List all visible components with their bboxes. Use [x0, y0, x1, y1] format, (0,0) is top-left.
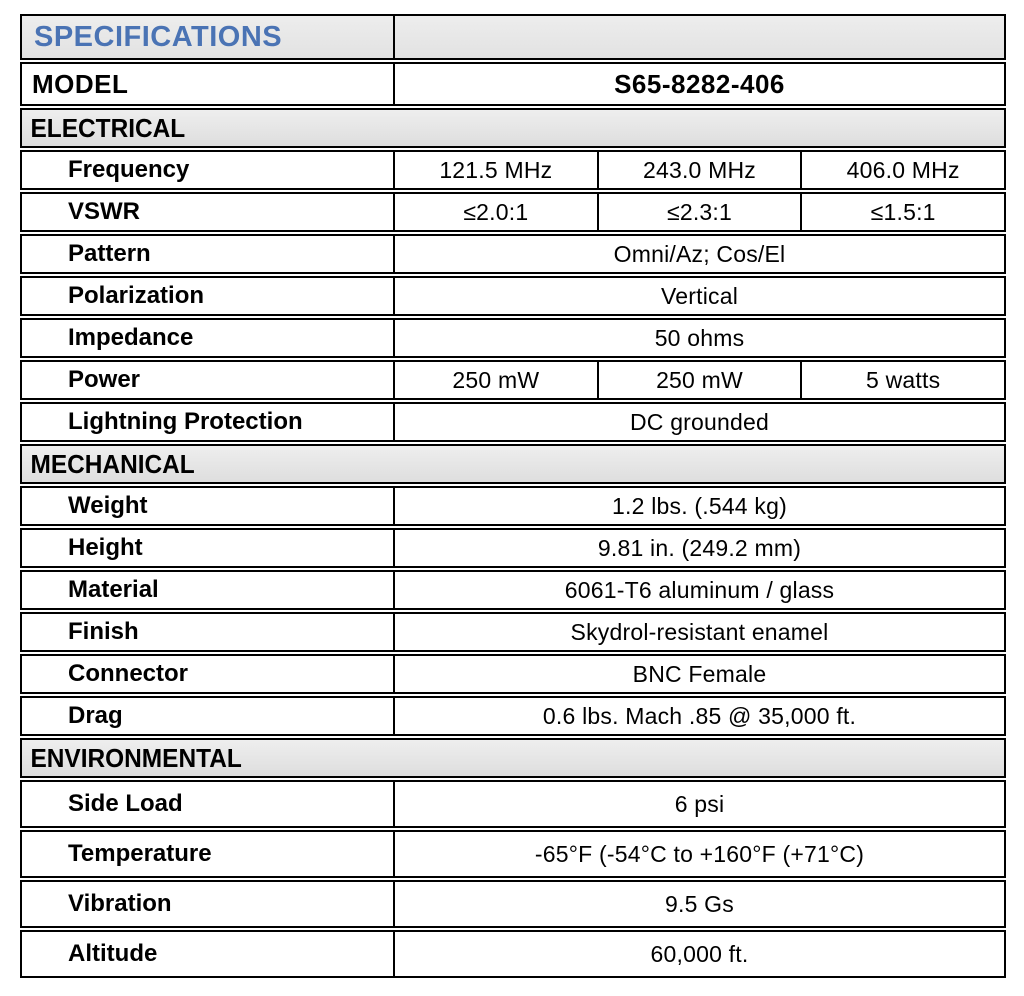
spec-row-vibration: [20, 880, 1006, 928]
row-value: 1.2 lbs. (.544 kg): [393, 488, 1004, 524]
section-header-environmental: [20, 738, 1006, 778]
row-value: 243.0 MHz: [597, 152, 801, 188]
row-value: Vertical: [393, 278, 1004, 314]
row-value: 5 watts: [800, 362, 1004, 398]
spec-row-finish: [20, 612, 1006, 652]
spec-row-polarization: [20, 276, 1006, 316]
model-label: MODEL: [32, 68, 129, 99]
row-value: 121.5 MHz: [393, 152, 597, 188]
specifications-table: [20, 14, 1006, 978]
model-value: S65-8282-406: [393, 64, 1004, 104]
row-value: -65°F (-54°C to +160°F (+71°C): [393, 832, 1004, 876]
spec-row-power: [20, 360, 1006, 400]
row-label: Connector: [68, 660, 188, 687]
row-value: 9.5 Gs: [393, 882, 1004, 926]
section-title: ELECTRICAL: [30, 112, 186, 143]
spec-row-frequency: [20, 150, 1006, 190]
row-label: Polarization: [68, 282, 205, 309]
row-label: Power: [68, 366, 141, 393]
spec-row-impedance: [20, 318, 1006, 358]
row-value: 250 mW: [393, 362, 597, 398]
row-value: Skydrol-resistant enamel: [393, 614, 1004, 650]
specifications-header-empty-cell: [393, 16, 1004, 58]
spec-row-height: [20, 528, 1006, 568]
row-value: 50 ohms: [393, 320, 1004, 356]
row-label: Height: [68, 534, 143, 561]
spec-row-connector: [20, 654, 1006, 694]
spec-row-weight: [20, 486, 1006, 526]
row-value: 6 psi: [393, 782, 1004, 826]
row-label: Side Load: [68, 790, 183, 817]
row-label: Material: [68, 576, 159, 603]
specifications-header-row: [20, 14, 1006, 60]
row-value: ≤1.5:1: [800, 194, 1004, 230]
row-value: BNC Female: [393, 656, 1004, 692]
specifications-title-cell: [22, 16, 393, 58]
spec-row-temperature: [20, 830, 1006, 878]
spec-row-pattern: [20, 234, 1006, 274]
row-label: Temperature: [68, 840, 212, 867]
row-label: Vibration: [68, 890, 172, 917]
spec-row-side-load: [20, 780, 1006, 828]
row-label: Finish: [68, 618, 139, 645]
spec-row-altitude: [20, 930, 1006, 978]
spec-row-vswr: [20, 192, 1006, 232]
row-value: DC grounded: [393, 404, 1004, 440]
row-value: 250 mW: [597, 362, 801, 398]
spec-row-drag: [20, 696, 1006, 736]
row-label: Lightning Protection: [68, 408, 303, 435]
model-row: [20, 62, 1006, 106]
section-title: ENVIRONMENTAL: [30, 742, 242, 773]
specifications-title: SPECIFICATIONS: [34, 20, 283, 53]
row-value: ≤2.3:1: [597, 194, 801, 230]
row-value: 9.81 in. (249.2 mm): [393, 530, 1004, 566]
spec-row-material: [20, 570, 1006, 610]
row-label: Weight: [68, 492, 148, 519]
section-header-mechanical: [20, 444, 1006, 484]
row-label: Pattern: [68, 240, 151, 267]
row-value: 406.0 MHz: [800, 152, 1004, 188]
section-title: MECHANICAL: [30, 448, 195, 479]
spec-row-lightning-protection: [20, 402, 1006, 442]
row-value: ≤2.0:1: [393, 194, 597, 230]
row-value: 0.6 lbs. Mach .85 @ 35,000 ft.: [393, 698, 1004, 734]
row-label: Impedance: [68, 324, 194, 351]
row-label: Frequency: [68, 156, 190, 183]
row-label: Altitude: [68, 940, 158, 967]
row-label: VSWR: [68, 198, 140, 225]
row-value: 6061-T6 aluminum / glass: [393, 572, 1004, 608]
row-label: Drag: [68, 702, 123, 729]
section-header-electrical: [20, 108, 1006, 148]
row-value: 60,000 ft.: [393, 932, 1004, 976]
row-value: Omni/Az; Cos/El: [393, 236, 1004, 272]
